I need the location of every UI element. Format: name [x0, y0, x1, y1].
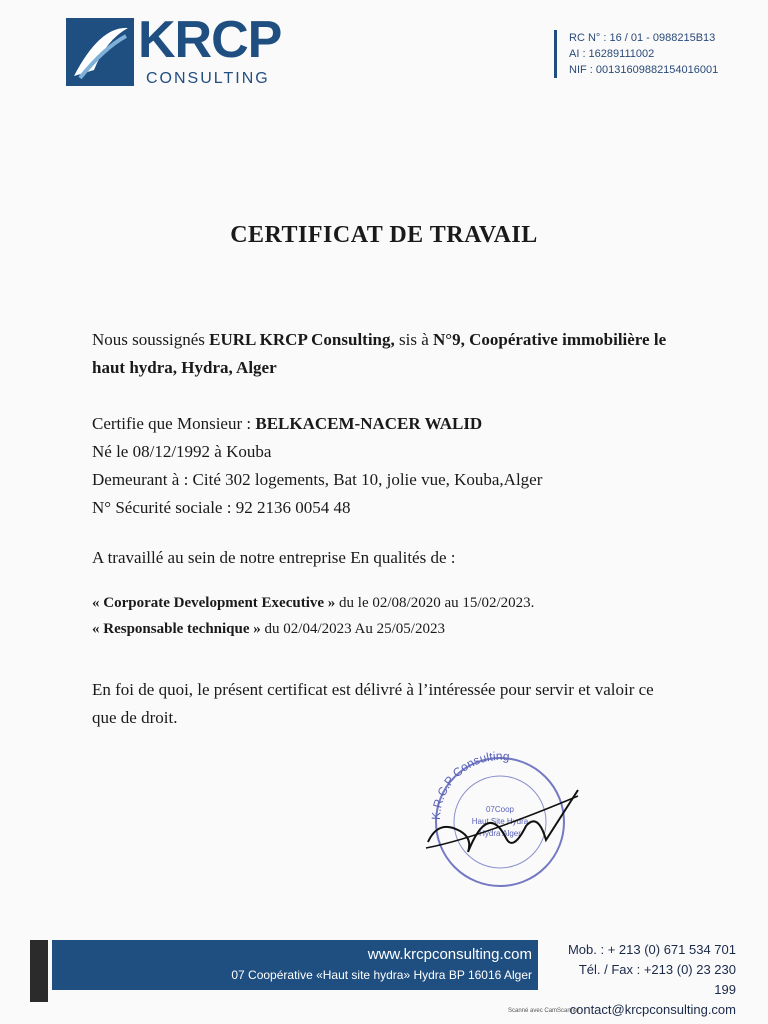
position-quote-close: »: [324, 595, 336, 611]
social-security-line: N° Sécurité sociale : 92 2136 0054 48: [92, 498, 351, 517]
company-stamp-signature: [418, 742, 598, 892]
position-item: [92, 616, 672, 642]
stamp-line-2: Haut Site Hydra: [471, 817, 529, 826]
company-name: EURL KRCP Consulting,: [209, 330, 395, 349]
position-quote-open: «: [92, 595, 104, 611]
footer-contact: [556, 940, 736, 1020]
closing-paragraph: En foi de quoi, le présent certificat est délivré à l’intéressée pour servir et valoir ce que de droit.: [92, 680, 654, 727]
birth-line: Né le 08/12/1992 à Kouba: [92, 442, 272, 461]
document-title: CERTIFICAT DE TRAVAIL: [230, 222, 538, 248]
position-dates: du 02/04/2023 Au 25/05/2023: [260, 621, 445, 637]
position-quote-open: «: [92, 621, 104, 637]
position-item: [92, 590, 672, 616]
intro-text-a: Nous soussignés: [92, 330, 210, 349]
company-identifiers: [554, 30, 718, 78]
footer-address: 07 Coopérative «Haut site hydra» Hydra BP 16016 Alger: [231, 968, 532, 982]
ai-number: AI : 16289111002: [569, 48, 655, 60]
position-quote-close: »: [249, 621, 261, 637]
tel-fax-number: Tél. / Fax : +213 (0) 23 230 199: [578, 962, 736, 997]
stamp-line-1: 07Coop: [485, 805, 515, 814]
contact-email: contact@krcpconsulting.com: [569, 1002, 736, 1017]
footer-website: www.krcpconsulting.com: [367, 946, 532, 963]
employment-intro: A travaillé au sein de notre entreprise En qualités de :: [92, 548, 456, 567]
footer-band: [52, 940, 538, 990]
nif-number: NIF : 00131609882154016001: [569, 64, 719, 76]
intro-paragraph: [92, 326, 672, 382]
company-address: N°9, Coopérative immobilière le haut hydra, Hydra, Alger: [92, 330, 667, 377]
logo-brand-name: KRCP: [138, 11, 282, 69]
employee-name-line: [92, 410, 672, 438]
intro-text-c: sis à: [394, 330, 434, 349]
footer-edge-mark: [30, 940, 48, 1002]
certifie-label: Certifie que Monsieur :: [92, 414, 256, 433]
employee-details: [92, 410, 672, 522]
position-role: Corporate Development Executive: [103, 595, 325, 611]
mobile-number: Mob. : + 213 (0) 671 534 701: [567, 942, 736, 957]
logo-brand-sub: CONSULTING: [146, 70, 270, 87]
rc-number: RC N° : 16 / 01 - 0988215B13: [569, 32, 716, 44]
address-line: Demeurant à : Cité 302 logements, Bat 10, jolie vue, Kouba,Alger: [92, 470, 543, 489]
position-dates: du le 02/08/2020 au 15/02/2023.: [335, 595, 535, 611]
scanner-note: Scanné avec CamScanner: [508, 1008, 580, 1014]
stamp-ring-text: K.R.C.P Consulting: [428, 748, 511, 821]
company-logo: [66, 11, 282, 92]
positions-list: [92, 590, 672, 642]
stamp-line-3: Hydra Alger: [479, 829, 521, 838]
logo-mark-icon: [66, 18, 134, 86]
employee-name: BELKACEM-NACER WALID: [255, 414, 483, 433]
position-role: Responsable technique: [103, 621, 250, 637]
